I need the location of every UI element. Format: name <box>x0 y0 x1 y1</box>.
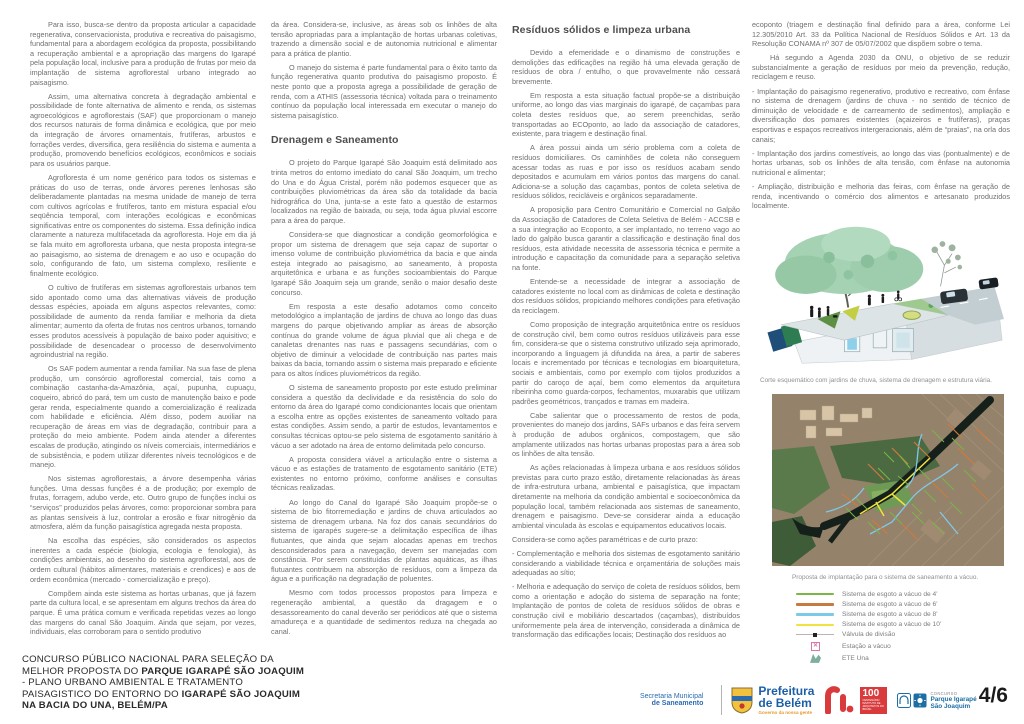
line-swatch-icon <box>796 613 842 615</box>
paragraph: A área possui ainda um sério problema com a coleta de resíduos domiciliares. Os caminhões de coleta não conseguem acessar todas as ruas e por isso os resíduos acabam sendo depositados e acumulam em vários pontos das margens do canal. Adiciona-se a solução das caçambas, pontos de coleta seletiva de resíduos sólidos, recicláveis e orgânicos separadamente. <box>512 143 740 201</box>
legend-item <box>796 654 1010 663</box>
figure-caption: Corte esquemático com jardins de chuva, sistema de drenagem e estrutura viária. <box>760 376 992 384</box>
line-swatch-icon <box>796 624 842 626</box>
paragraph: Agrofloresta é um nome genérico para todos os sistemas e práticas do uso de terras, onde árvores perenes lenhosas são deliberadamente plantadas na mesma unidade de manejo de terra com cultivos agrícolas e frutíferos, tanto em mistura espacial e/ou seqüência temporal, com interações ecológicas e econômicas significativas entre os componentes do sistema. Essa definição indica claramente a natureza multifacetada da agrofloresta. Hoje em dia já se fala muito em agrofloresta urbana, que nesta proposta integra-se ao paisagismo, ao sistema de drenagem e ao uso e ocupação do solo, configurando de fato, um sistema complexo, resiliente e finalmente ecológico. <box>30 172 256 278</box>
paragraph: A proposta considera viável a articulação entre o sistema a vácuo e as estações de tratamento de esgotamento sanitário (ETE) existentes no entorno próximo, conforme análises e consultas técnicas realizadas. <box>271 454 497 493</box>
title-line: CONCURSO PÚBLICO NACIONAL PARA SELEÇÃO DA <box>22 654 274 665</box>
map-legend <box>796 591 1010 663</box>
paragraph: Como proposição de integração arquitetônica entre os resíduos de construção civil, bem como outros resíduos utilizáveis para esse fim, considera-se que o sistema construtivo utilizado seja aprimorado, incorporando a linguagem já difundida na área, a partir de saberes locais e incrementado por técnicas e tecnologias em bioarquitetura, sociais e ambientais, como por exemplo com tijolos produzidos a partir do caroço de açaí, bem como elementos da arquitetura ribeirinha como guarda-corpos, fechamentos, muxarabis que utilizam padrões geométricos, trançados e tramas em madeira. <box>512 319 740 406</box>
project-title-block <box>22 654 322 712</box>
secretaria-line1: Secretaria Municipal <box>640 693 704 700</box>
page-number: 4/6 <box>978 684 1008 707</box>
paragraph: Na escolha das espécies, são considerados os aspectos inerentes a cada espécie (biologia, ecologia e fenologia), às condições ambientais, ao desenho do sistema agroflorestal, aos de ordem cultural (hábitos alimentares, materiais e crendices) e aos de ordem econômica (mercado - comercialização e preço). <box>30 536 256 584</box>
title-line: - PLANO URBANO AMBIENTAL E TRATAMENTO <box>22 677 243 689</box>
satellite-map-image <box>772 394 1004 566</box>
legend-label: Estação a vácuo <box>842 642 891 650</box>
section-heading-drenagem: Drenagem e Saneamento <box>271 134 399 147</box>
text-column-3 <box>512 20 740 650</box>
footer-logo-bar <box>640 682 1012 718</box>
figure-caption: Proposta de implantação para o sistema de saneamento a vácuo. <box>792 573 979 581</box>
legend-label: Sistema de esgoto a vácuo de 10' <box>842 621 942 629</box>
legend-item <box>796 642 1010 651</box>
paragraph: O manejo do sistema é parte fundamental para o êxito tanto da função regenerativa quanto produtiva do paisagismo proposto. É neste ponto que a proposta agrega a possibilidade de geração de renda, com a ATHIS (assessoria técnica) voltada para o treinamento contínuo da população local interessada em executar o manejo do sistema paisagístico. <box>271 62 497 120</box>
station-swatch-icon: ✕ <box>812 642 819 649</box>
paragraph: - Ampliação, distribuição e melhoria das feiras, com ênfase na geração de renda, incentivando o comércio dos alimentos e artesanato produzidos localmente. <box>752 181 1010 211</box>
paragraph: Assim, uma alternativa concreta à degradação ambiental e possibilidade de fonte alternativa de alimento e renda, os sistemas agroecológicos e agroflorestais (SAF) que proporcionam o manejo dos recursos naturais de forma dinâmica e ecológica, que por meio da integração de árvores ornamentais, frutíferas, arbustos e forrações verdes, diversifica, gera resiliência do sistema e aumenta a produção, promovendo benefícios ecológicos, econômicos e sociais para os usuários parque. <box>30 91 256 168</box>
concurso-pictograms-icon <box>897 693 927 708</box>
prefeitura-text: Prefeitura de Belém Governo da nossa gente <box>758 684 815 715</box>
paragraph: O sistema de saneamento proposto por este estudo preliminar considera a questão da declividade e da resistência do solo do entorno da área do Igarapé como condicionantes locais que orientam a escolha entre as opções existentes de saneamento voltado para estas condições. Assim sendo, a partir de estudos, levantamentos e consultas técnicas optou-se pelo sistema de esgotamento sanitário à vácuo a ser adotado na área de entorno delimitada pelo concurso. <box>271 383 497 450</box>
secretaria-line2: de Saneamento <box>651 700 704 707</box>
legend-item <box>796 631 1010 638</box>
legend-item <box>796 601 1010 608</box>
paragraph: Nos sistemas agroflorestais, a árvore desempenha várias funções. Uma dessas funções é a de produção; por exemplo de frutas, forragem, adubo verde, etc. Outro grupo de funções inclui os “serviços” produzidos pelas árvores, como: proporcionar sombra para as plantas sensíveis à luz, controlar a erosão e fixar nitrogênio da atmosfera, além da função paisagística agregada nesta proposta. <box>30 474 256 532</box>
paragraph: - Complementação e melhoria dos sistemas de esgotamento sanitário considerando a viabilidade técnica e orçamentária de soluções mais adequadas ao sítio; <box>512 549 740 578</box>
paragraph: Mesmo com todos processos propostos para limpeza e regeneração ambiental, a questão da dragagem e o desassoreamento do canal deverão ser periódicos até que o sistema amadureça e a quantidade de sedimentos reduza na chegada ao canal. <box>271 588 497 636</box>
legend-item <box>796 591 1010 598</box>
legend-label: Válvula de divisão <box>842 631 896 639</box>
title-line: MELHOR PROPOSTA DO PARQUE IGARAPÉ SÃO JOAQUIM <box>22 665 305 677</box>
concurso-logo <box>897 691 976 710</box>
legend-item <box>796 611 1010 618</box>
section-diagram-illustration <box>752 219 1006 369</box>
legend-label: ETE Una <box>842 654 869 662</box>
paragraph: Os SAF podem aumentar a renda familiar. Na sua fase de plena produção, um consórcio agroflorestal comercial, tais como a combinação castanha-da-Amazônia, açaí, pupunha, cupuaçu, coqueiro, abricó do pará, tem um custo de manutenção baixo e pode gerar renda, especialmente quando a comercialização é realizada com habilidade e eficiência. Além disso, podem auxiliar na recuperação de áreas em vias de degradação, contribuir para a proteção do meio ambiente. Podem ainda atender a diferentes escalas de produção, atingindo os níveis comerciais, intermediários e de subsistência, e podem utilizar diferentes níveis tecnológicos e de manejo. <box>30 364 256 470</box>
iab-logo-icon <box>824 686 854 714</box>
secretaria-saneamento-logo <box>640 693 703 707</box>
paragraph: Devido a efemeridade e o dinamismo de construções e demolições das edificações na região há uma elevada geração de resíduos de obra / entulho, o que provavelmente não cessará brevemente. <box>512 48 740 86</box>
paragraph: Para isso, busca-se dentro da proposta articular a capacidade regenerativa, conservacionista, produtiva e recreativa do paisagismo, fundamental para a abordagem ecológica da proposta, possibilitando a recuperação ambiental e a apropriação das margens do Igarapé pela população local, inclusive para a produção de frutas por meio da implantação de sistema agroflorestal urbano integrado ao paisagismo. <box>30 20 256 87</box>
paragraph: As ações relacionadas à limpeza urbana e aos resíduos sólidos previstas para curto prazo estão, diretamente relacionadas às áreas de infra-estrutura urbana, ambiental e paisagística, que impactam diretamente na melhoria da condição ambiental e socioeconômica da população local, também relacionada aos sistemas de saneamento, drenagem e paisagismo. Deve-se considerar ainda a educação ambiental vinculada às escolas e equipamentos educativos locais. <box>512 463 740 530</box>
title-line: PAISAGISTICO DO ENTORNO DO IGARAPÉ SÃO JOAQUIM <box>22 688 301 700</box>
paragraph: Entende-se a necessidade de integrar a associação de catadores existente no local com as dinâmicas de coleta e destinação dos resíduos sólidos, propiciando melhores condições para efetivação da reciclagem. <box>512 277 740 315</box>
legend-label: Sistema de esgoto a vácuo de 6' <box>842 600 938 608</box>
belem-crest-icon <box>730 686 754 714</box>
title-line: NA BACIA DO UNA, BELÉM/PA <box>22 700 168 712</box>
paragraph: O cultivo de frutíferas em sistemas agroflorestais urbanos tem sido apontado como uma das alternativas viáveis de produção dessas espécies, apoiada em alguns aspectos relevantes, como: possibilidade de aumento da renda familiar e melhoria da dieta alimentar; aumento da oferta de frutas nos centros urbanos, tornando esses produtos acessíveis à população de baixo poder aquisitivo; e possibilidade de desencadear o processo de desenvolvimento agroindustrial na região. <box>30 282 256 360</box>
iab-centenary-logo: 100 CENTENÁRIO INSTITUTO DE ARQUITETOS DO BRASIL <box>860 687 887 714</box>
legend-label: Sistema de esgoto a vácuo de 8' <box>842 611 938 619</box>
legend-item <box>796 621 1010 628</box>
ete-swatch-icon <box>796 654 842 663</box>
text-column-4 <box>752 20 1010 670</box>
valve-swatch-icon <box>796 634 842 635</box>
paragraph: - Implantação do paisagismo regenerativo, produtivo e recreativo, com ênfase no sistema de drenagem (jardins de chuva - no sentido de técnico de diminuição de velocidade e de carreamento de sedimentos), ampliação e diversificação dos pomares existentes (açaizeiros e frutíferas), praças esportivas e espaços recreativos intergeracionais, além de “praias”, na orla dos canais; <box>752 86 1010 144</box>
text-column-2 <box>271 20 497 650</box>
paragraph: da área. Considera-se, inclusive, as áreas sob os linhões de alta tensão apropriadas para a implantação de hortas urbanas coletivas, trazendo a dimensão social e de autonomia nutricional e alimentar para a prática de plantio. <box>271 20 497 58</box>
section-diagram-figure <box>752 219 1010 384</box>
paragraph: Em resposta a esta situação factual propõe-se a distribuição uniforme, ao longo das vias marginais do igarapé, de caçambas para coleta destes resíduos que, ao serem preenchidas, serão transportadas ao ECOponto, ao lado da associação de catadores, existente, para triagem e destinação final. <box>512 90 740 139</box>
line-swatch-icon <box>796 593 842 595</box>
section-heading-residuos: Resíduos sólidos e limpeza urbana <box>512 24 691 36</box>
legend-label: Sistema de esgoto a vácuo de 4' <box>842 590 938 598</box>
vacuum-sanitation-map <box>772 394 1010 663</box>
paragraph: - Melhoria e adequação do serviço de coleta de resíduos sólidos, bem como a orientação e adoção do sistema de separação na fonte; Implantação de pontos de coleta de resíduos sólidos de obras e construção civil e mobiliário descartados (caçambas), distribuídos uniformemente pela área de intervenção, considerada a dinâmica de transformação das edificações locais; Destinação dos resíduos ao <box>512 582 740 640</box>
paragraph: ecoponto (triagem e destinação final definido para a área, conforme Lei 12.305/2010 Art. 33 da Política Nacional de Resíduos Sólidos e Art. 13 da Resolução CONAMA nº 307 de 05/07/2002 que dispõem sobre o tema. <box>752 20 1010 49</box>
tree-canopy <box>775 226 923 307</box>
sparse-tree <box>932 241 963 286</box>
paragraph: Considera-se como ações paramétricas e de curto prazo: <box>512 534 698 544</box>
concurso-text: CONCURSO Parque Igarapé São Joaquim <box>930 690 977 710</box>
line-swatch-icon <box>796 603 842 605</box>
paragraph: Considera-se que diagnosticar a condição geomorfológica e propor um sistema de drenagem que seja capaz de suportar o imenso volume de contribuição pluviométrica da bacia e que ainda esteja integrado ao paisagismo, ao saneamento, à proposta arquitetônica e urbana e as funções socioambientais do Parque Igarapé São Joaquim seja um grande, senão o maior desafio deste concurso. <box>271 230 497 297</box>
paragraph: Há segundo a Agenda 2030 da ONU, o objetivo de se reduzir substancialmente a geração de resíduos por meio da prevenção, redução, reciclagem e reuso. <box>752 53 1010 82</box>
paragraph: - Implantação dos jardins comestíveis, ao longo das vias (pontualmente) e de hortas urbanas, sob os linhões de alta tensão, com ênfase na autonomia nutricional e alimentar; <box>752 148 1010 177</box>
paragraph: A proposição para Centro Comunitário e Comercial no Galpão da Associação de Catadores de Coleta Seletiva de Belém - ACCSB e a sua integração ao Ecoponto, a ser implantado, no terreno vago ao lado do galpão busca garantir a classificação e destinação final dos resíduos, esta atividade necessita de assessoria técnica e permite a introdução e capacitação da comunidade para a separação seletiva na fonte. <box>512 205 740 272</box>
paragraph: Compõem ainda este sistema as hortas urbanas, que já fazem parte da cultura local, e se apresentam em alguns trechos da área do parque. É uma prática comum e verificada repetidas vezes ao longo das margens do canal São Joaquim. Ainda que sejam, por vezes, individuais, elas corroboram para o sentido produtivo <box>30 588 256 637</box>
paragraph: O projeto do Parque Igarapé São Joaquim está delimitado aos trinta metros do entorno imediato do canal São Joaquim, um trecho do Una e do Água Cristal, porém não podemos esquecer que as contribuições pluviométricas da área são da totalidade da bacia hidrográfica do Una, junta-se a este fato a questão de estarmos localizados na região de baixada, ou seja, toda água pluvial escorre para a área do parque. <box>271 158 497 225</box>
footer-divider <box>721 685 722 715</box>
text-column-1 <box>30 20 256 650</box>
prefeitura-belem-logo <box>730 685 814 715</box>
paragraph: Em resposta a este desafio adotamos como conceito metodológico a implantação de jardins de chuva ao longo das duas margens do parque objetivando ampliar as áreas de absorção contínua do grande volume de água pluvial que ali chega e de canaletas drenantes nas ruas e passagens secundárias, com o objetivo de diminuir a velocidade de contribuição nas partes mais baixas da bacia, tornando assim o sistema mais preparado e eficiente para os altos índices pluviométricos da região. <box>271 301 497 378</box>
paragraph: Cabe salientar que o processamento de restos de poda, provenientes do manejo dos jardins, SAFs urbanos e das feira servem à produção de adubos orgânicos, compostagem, que são amplamente utilizados nas hortas urbanas propostas para a área sob os linhões de alta tensão. <box>512 410 740 459</box>
paragraph: Ao longo do Canal do Igarapé São Joaquim propõe-se o sistema de bio fitorremediação e jardins de chuva articulados ao sistema de drenagem urbana. Na foz dos canais secundários do sistema de igarapés sugere-se a delimitação específica de ilhas flutuantes, que ainda que sejam alocadas apenas em trechos desconsiderados para a navegação, devem ser manejadas com constância. Por serem constituídas de plantas aquáticas, as ilhas flutuantes contribuem na absorção de resíduos, com a limpeza da água e a purificação na degradação de poluentes. <box>271 497 497 584</box>
